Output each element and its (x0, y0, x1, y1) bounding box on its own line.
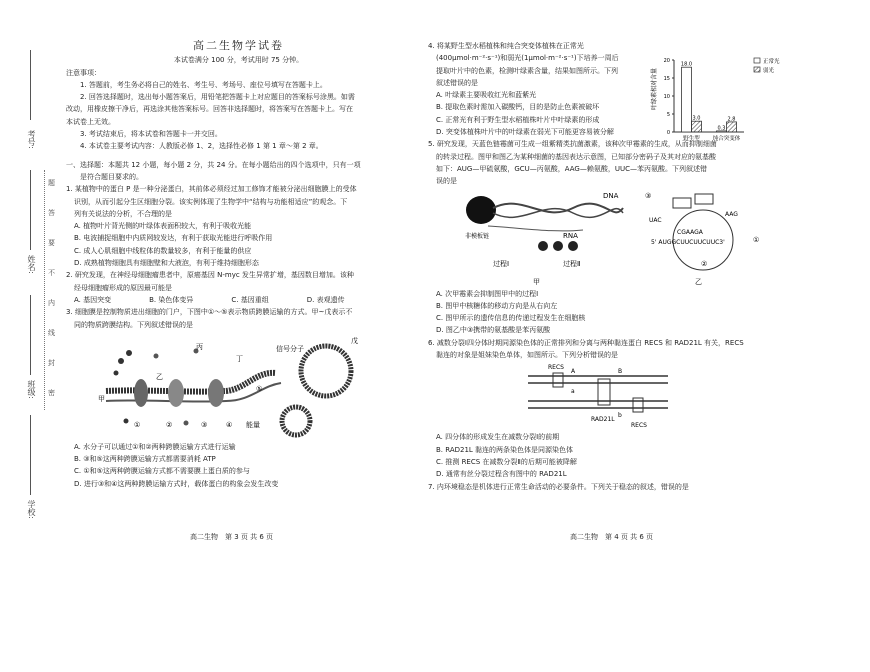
dna-strand (493, 203, 623, 212)
option-d: D. 成熟植物细胞具有细胞壁和大液泡，有利于维持细胞形态 (74, 259, 259, 268)
option-d: D. 突变体植株叶片中的叶绿素在弱光下可能更容易被分解 (436, 128, 614, 137)
energy-label: 能量 (246, 420, 260, 429)
anticodon-seq: CGAAGA (677, 228, 703, 236)
name-label: 姓名: (27, 255, 36, 274)
field-line (30, 415, 31, 495)
data-label: 18.0 (680, 61, 693, 68)
molecule-dot (124, 418, 129, 423)
field-line (30, 170, 31, 250)
allele-A: A (571, 368, 576, 376)
label-yi: 乙 (156, 372, 163, 381)
question-4-cont: (400μmol·m⁻²·s⁻¹)和弱光(1μmol·m⁻²·s⁻¹)下培养一周后 (436, 54, 619, 63)
question-6: 6. 减数分裂Ⅰ四分体时期同源染色体的正常排列和分离与两种黏连蛋白 RECS 和 RAD21L 有关，RECS (428, 338, 744, 347)
chlorophyll-bar-chart (648, 50, 798, 150)
option-b: B. 图甲中核糖体的移动方向是从右向左 (436, 301, 558, 310)
question-5-cont: 误的是 (436, 177, 457, 186)
process-2-label: 过程Ⅱ (563, 259, 581, 268)
section-heading: 一、选择题：本题共 12 小题，每小题 2 分，共 24 分。在每小题给出的四个选项中，只有一项 (66, 160, 361, 169)
option-b: B. ③和⑤这两种跨膜运输方式都需要消耗 ATP (74, 455, 216, 464)
label-1: ① (134, 420, 141, 429)
allele-B: B (618, 368, 623, 376)
label-3: ③ (645, 191, 652, 200)
chart-marks (664, 57, 780, 142)
ribosome (553, 241, 563, 251)
label-ding: 丁 (236, 354, 243, 363)
option-b: B. 电波捕捉细胞中内质网较发达，有利于获取光能进行呼吸作用 (74, 234, 273, 243)
rna-strand (488, 226, 583, 231)
option-d: D. 进行③和④这两种跨膜运输方式时，载体蛋白的构象会发生改变 (74, 479, 279, 488)
option-d: D. 图乙中③携带的氨基酸是苯丙氨酸 (436, 326, 551, 335)
seal-dotted-line (44, 170, 45, 410)
signal-molecule-label: 信号分子 (276, 344, 304, 353)
option-a: A. 水分子可以通过①和②两种跨膜运输方式进行运输 (74, 442, 236, 451)
molecule-dot (118, 358, 124, 364)
seal-char: 不 (48, 269, 55, 277)
field-line (30, 50, 31, 120)
figure-yi-label: 乙 (695, 277, 702, 286)
option-d: D. 表观遗传 (306, 295, 345, 304)
option-c: C. 图甲所示的遗传信息的传递过程发生在细胞核 (436, 314, 586, 323)
page-footer-right: 高二生物 第 4 页 共 6 页 (570, 533, 654, 541)
channel-protein (134, 379, 148, 407)
notice-heading: 注意事项： (66, 68, 101, 77)
seal-char: 密 (48, 389, 55, 397)
question-5-cont: 的转录过程。图甲和图乙为某种细菌的基因表达示意图，已知部分密码子及其对应的氨基酸 (436, 152, 716, 161)
non-template-label: 非模板链 (465, 232, 490, 240)
anticodon-aag: AAG (725, 210, 738, 218)
notice-line: 2. 回答选择题时，选出每小题答案后，用铅笔把答题卡上对应题目的答案标号涂黑。如需 (80, 93, 355, 102)
option-c: C. 正常光有利于野生型水稻植株叶片中叶绿素的形成 (436, 115, 600, 124)
ribosome (568, 241, 578, 251)
y-tick-label: 15 (663, 76, 670, 82)
figure-jia-label: 甲 (533, 277, 540, 286)
seal-char: 题 (48, 179, 55, 187)
rad21l-label: RAD21L (591, 416, 615, 424)
molecule-dot (184, 420, 189, 425)
binding-sidebar (8, 30, 58, 530)
ribosome (538, 241, 548, 251)
trna-box (673, 198, 691, 208)
question-2-options (66, 294, 411, 306)
molecule-dot (126, 350, 132, 356)
bar (682, 67, 692, 132)
notice-line: 1. 答题前，考生务必将自己的姓名、考生号、考场号、座位号填写在答题卡上。 (80, 80, 327, 89)
y-axis-label: 叶绿素相对含量 (651, 67, 658, 110)
legend-label: 弱光 (763, 68, 775, 74)
option-c: C. ①和⑤这两种跨膜运输方式都不需要膜上蛋白质的参与 (74, 467, 250, 476)
question-6-cont: 黏连的对象是姐妹染色单体，如图所示。下列分析错误的是 (436, 351, 618, 360)
anticodon-uac: UAC (649, 216, 662, 224)
label-1: ① (753, 235, 760, 244)
field-line (30, 295, 31, 375)
gene-expression-figure (463, 188, 763, 288)
question-1: 1. 某植物中的蛋白 P 是一种分泌蛋白，其前体必须经过加工修饰才能被分泌出细胞膜上的受体 (66, 185, 357, 194)
left-column (66, 40, 411, 490)
molecule-dot (154, 353, 159, 358)
dna-label: DNA (603, 191, 619, 200)
option-c: C. 基因重组 (231, 295, 269, 304)
seal-char: 要 (48, 239, 55, 247)
option-a: A. 次甲霉素会抑制图甲中的过程Ⅰ (436, 289, 539, 298)
option-a: A. 四分体的形成发生在减数分裂Ⅰ的前期 (436, 433, 560, 442)
option-a: A. 植物叶片背光侧的叶绿体表面积较大，有利于吸收光能 (74, 222, 252, 231)
rna-polymerase (466, 196, 496, 224)
chromosome-cohesin-figure (523, 361, 673, 431)
option-c: C. 推测 RECS 在减数分裂Ⅱ的后期可能被降解 (436, 457, 577, 466)
seal-char: 封 (48, 359, 55, 367)
y-tick-label: 5 (666, 112, 670, 118)
label-wu: 戊 (351, 336, 358, 345)
question-3: 3. 细胞膜是控制物质进出细胞的门户，下图中①～⑤表示物质跨膜运输的方式。甲~戊表示不 (66, 308, 353, 317)
process-1-label: 过程Ⅰ (493, 259, 510, 268)
bar (727, 122, 737, 132)
vesicle (282, 407, 310, 435)
question-1-cont: 识别，从而引起分生区细胞分裂。该实例体现了生物学中“结构与功能相适应”的观念。下 (74, 197, 348, 206)
seal-char: 答 (48, 209, 55, 217)
option-b: B. RAD21L 黏连的两条染色体是同源染色体 (436, 445, 574, 454)
legend-label: 正常光 (763, 59, 780, 65)
y-tick-label: 10 (663, 94, 670, 100)
category-label: 纯合突变体 (712, 136, 741, 142)
option-a: A. 基因突变 (74, 295, 112, 304)
allele-a: a (571, 388, 575, 396)
question-1-cont: 列有关说法的分析，不合理的是 (74, 209, 172, 218)
class-label: 班级: (27, 380, 36, 399)
page-title: 高二生物学试卷 (193, 40, 284, 52)
membrane-bilayer (106, 373, 276, 392)
molecule-dot (114, 370, 119, 375)
bar (692, 121, 702, 132)
label-2: ② (166, 420, 173, 429)
page-footer-left: 高二生物 第 3 页 共 6 页 (190, 533, 274, 541)
y-tick-label: 0 (666, 130, 670, 136)
question-4: 4. 将某野生型水稻植株和纯合突变体植株在正常光 (428, 42, 584, 50)
pump-protein (208, 379, 224, 407)
label-jia: 甲 (98, 394, 105, 403)
option-a: A. 叶绿素主要吸收红光和蓝紫光 (436, 91, 537, 100)
recs-label: RECS (631, 422, 647, 430)
y-tick-label: 20 (663, 58, 670, 64)
notice-line: 4. 本试卷主要考试内容：人教版必修 1、2，选择性必修 1 第 1 章～第 2 章。 (80, 142, 323, 151)
data-label: 2.8 (727, 116, 736, 123)
label-4: ④ (226, 420, 233, 429)
recs-ring (553, 373, 563, 387)
option-b: B. 染色体变异 (149, 295, 194, 304)
legend-swatch (754, 58, 760, 63)
question-2-cont: 经母细胞瘤形成的原因最可能是 (74, 283, 172, 292)
option-c: C. 成人心肌细胞中线粒体的数量较多，有利于能量的供应 (74, 246, 252, 255)
question-5-cont: 如下：AUG—甲硫氨酸，GCU—丙氨酸，AAG—赖氨酸，UUC—苯丙氨酸。下列叙述错 (436, 164, 707, 173)
vesicle (301, 346, 351, 396)
label-2: ② (701, 259, 708, 268)
school-label: 学校: (27, 500, 36, 519)
question-3-cont: 同的物质跨膜结构。下列叙述错误的是 (74, 320, 193, 329)
option-d: D. 通常有丝分裂过程含有图中的 RAD21L (436, 470, 567, 479)
data-label: 0.3 (717, 125, 726, 132)
question-4-cont: 提取叶片中的色素，检测叶绿素含量，结果如图所示。下列 (436, 66, 618, 75)
category-label: 野生型 (683, 136, 700, 142)
recs-ring (633, 398, 643, 412)
notice-line: 本试卷上无效。 (66, 117, 115, 126)
exam-no-label: 考号: (27, 130, 36, 149)
trna-box (695, 194, 713, 204)
section-heading-cont: 是符合题目要求的。 (80, 172, 143, 181)
data-label: 3.0 (692, 115, 701, 122)
rna-label: RNA (563, 231, 578, 240)
option-b: B. 提取色素时需加入碳酸钙，目的是防止色素被破坏 (436, 103, 600, 112)
membrane-transport-figure (96, 331, 396, 441)
question-7: 7. 内环境稳态是机体进行正常生命活动的必要条件。下列关于稳态的叙述，错误的是 (428, 482, 689, 491)
seal-char: 线 (48, 329, 55, 337)
label-5: ⑤ (256, 384, 263, 393)
notice-line: 改动，用橡皮擦干净后，再选涂其他答案标号。回答非选择题时，将答案写在答题卡上。写在 (66, 105, 353, 114)
legend-swatch (754, 67, 760, 72)
notice-line: 3. 考试结束后，将本试卷和答题卡一并交回。 (80, 130, 222, 139)
question-2: 2. 研究发现，在神经母细胞瘤患者中，原癌基因 N-myc 发生异常扩增，基因数目增加。该种 (66, 271, 354, 280)
question-5: 5. 研究发现，天蓝色链霉菌可生成一组紫精类抗菌激素，该种次甲霉素的生成，从而抑制细菌 (428, 140, 717, 149)
allele-b: b (618, 412, 622, 420)
seal-char: 内 (48, 299, 55, 307)
label-3: ③ (201, 420, 208, 429)
recs-label: RECS (548, 364, 564, 372)
label-bing: 丙 (196, 342, 203, 351)
mrna-sequence: 5' AUGGCUUCUUCUUC3' (651, 238, 725, 246)
exam-info: 本试卷满分 100 分，考试用时 75 分钟。 (173, 56, 304, 65)
question-4-cont: 叙述错误的是 (436, 78, 478, 87)
carrier-protein (168, 379, 184, 407)
